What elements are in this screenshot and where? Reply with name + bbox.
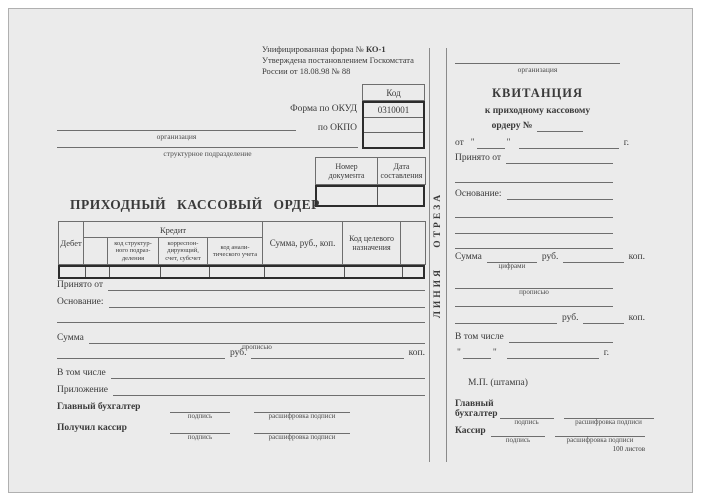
- order-basis-row: Основание:: [57, 295, 425, 308]
- receipt-chief-name-line: расшифровка подписи: [564, 392, 654, 419]
- order-rub-kop-row: руб. коп.: [57, 346, 425, 359]
- entry-struct-cell: [109, 267, 160, 277]
- entry-corr-cell: [160, 267, 209, 277]
- receipt-sum-words-line: прописью: [455, 275, 613, 289]
- receipt-kop-line: [583, 310, 623, 324]
- order-attachment-row: Приложение: [57, 383, 425, 396]
- sum-words-line: прописью: [89, 330, 425, 344]
- entry-anal-cell: [209, 267, 264, 277]
- okpo-value-empty: [364, 117, 423, 132]
- receipt-sum-digits-line: цифрами: [487, 249, 537, 263]
- receipt-received-from-row: Принято от: [455, 151, 613, 164]
- receipt-chief-signature-line: подпись: [500, 392, 554, 419]
- okpo-label: по ОКПО: [317, 123, 357, 133]
- chief-name-line: расшифровка подписи: [254, 399, 350, 413]
- entry-extra-cell: [402, 267, 423, 277]
- receipt-stamp-label: М.П. (штампа): [468, 378, 528, 388]
- order-chief-accountant-row: Главный бухгалтер подпись расшифровка подписи: [57, 400, 425, 413]
- debit-header: Дебет: [59, 222, 84, 265]
- receipt-organization-caption: организация: [517, 65, 558, 74]
- sheets-count-label: 100 листов: [612, 445, 645, 453]
- form-page: [8, 8, 693, 493]
- including-line: [111, 365, 425, 379]
- receipt-date-row: " " г.: [455, 346, 609, 359]
- receipt-cashier-row: Кассир подпись расшифровка подписи: [455, 424, 645, 437]
- receipt-basis-line2: [455, 204, 613, 218]
- unit-caption: структурное подразделение: [163, 149, 252, 158]
- rub-line: [57, 345, 225, 359]
- sum-header: Сумма, руб., коп.: [263, 222, 343, 265]
- code-row-empty: [364, 132, 423, 147]
- entry-debit-cell: [60, 267, 85, 277]
- receipt-basis-line3: [455, 220, 613, 234]
- receipt-basis-row3: [455, 221, 613, 234]
- form-meta: [262, 44, 437, 77]
- receipt-kop-digits-line: [563, 249, 623, 263]
- doc-number-cell: [317, 187, 377, 205]
- basis-line2: [57, 309, 425, 323]
- okud-value: 0310001: [377, 105, 410, 115]
- receipt-basis-line4: [455, 235, 613, 249]
- receipt-cashier-signature-line: подпись: [491, 423, 545, 437]
- credit-sub-anal: код анали- тического учета: [208, 238, 263, 265]
- order-received-from-row: Принято от: [57, 278, 425, 291]
- receipt-date-day-line: [477, 135, 505, 149]
- order-cashier-row: Получил кассир подпись расшифровка подписи: [57, 421, 425, 434]
- organization-caption: организация: [156, 132, 197, 141]
- receipt-received-from-row2: [455, 170, 613, 183]
- order-basis-row2: [57, 310, 425, 323]
- code-header: Код: [362, 84, 425, 101]
- receipt-title: КВИТАНЦИЯ: [491, 86, 584, 100]
- code-values-box: [362, 101, 425, 149]
- order-including-row: В том числе: [57, 366, 425, 379]
- receipt-from-date-row: от " " г.: [455, 136, 629, 149]
- receipt-basis-row: Основание:: [455, 187, 613, 200]
- receipt-date-month-line: [519, 135, 619, 149]
- receipt-rub-line: [455, 310, 557, 324]
- credit-sub-struct: код структур- ного подраз- деления: [108, 238, 159, 265]
- receipt-chief-accountant-row: Главный бухгалтер подпись расшифровка подписи: [455, 393, 645, 419]
- receipt-organization-line: [455, 47, 620, 64]
- extra-column-header: [401, 222, 426, 265]
- doc-number-entry-row: [315, 185, 425, 207]
- attachment-line: [113, 382, 425, 396]
- receipt-basis-row2: [455, 205, 613, 218]
- okud-label: Форма по ОКУД: [290, 104, 357, 114]
- receipt-basis-row4: [455, 236, 613, 249]
- receipt-order-number-row: ордеру №: [455, 119, 620, 132]
- receipt-including-line: [509, 329, 613, 343]
- receipt-day-line: [463, 345, 491, 359]
- receipt-cashier-name-line: расшифровка подписи: [555, 423, 645, 437]
- doc-number-table: [315, 157, 426, 207]
- receipt-received-from-line: [506, 150, 613, 164]
- cut-line-strip: [429, 48, 447, 462]
- cashier-signature-line: подпись: [170, 420, 230, 434]
- receipt-sum-words-line2: [455, 293, 613, 307]
- credit-sub-corr: корреспон- дирующий, счет, субсчет: [159, 238, 208, 265]
- receipt-sum-digits-row: Сумма цифрами руб. коп.: [455, 250, 645, 263]
- receipt-sum-words-row2: [455, 294, 613, 307]
- meta-line3: России от 18.08.98 № 88: [262, 66, 351, 76]
- doc-date-cell: [377, 187, 423, 205]
- cut-line-text: ЛИНИЯ ОТРЕЗА: [433, 191, 443, 319]
- chief-signature-line: подпись: [170, 399, 230, 413]
- meta-line1: Унифицированная форма № КО-1: [262, 44, 386, 54]
- kop-line: [251, 345, 403, 359]
- unit-line: [57, 131, 358, 148]
- accounting-table: [58, 221, 426, 279]
- entry-credit-cell: [85, 267, 109, 277]
- receipt-rub-kop-row: руб. коп.: [455, 311, 645, 324]
- doc-date-header: Дата составления: [378, 158, 426, 185]
- organization-line: [57, 114, 296, 131]
- doc-number-header: Номер документа: [316, 158, 378, 185]
- receipt-including-row: В том числе: [455, 330, 613, 343]
- entry-sum-cell: [264, 267, 344, 277]
- receipt-basis-line: [507, 186, 613, 200]
- receipt-subtitle1: к приходному кассовому: [484, 106, 591, 116]
- receipt-received-from-line2: [455, 169, 613, 183]
- meta-line2: Утверждена постановлением Госкомстата: [262, 55, 414, 65]
- receipt-sum-words-row: [455, 276, 613, 297]
- okud-code-box: [362, 84, 425, 149]
- purpose-code-header: Код целевого назначения: [343, 222, 401, 265]
- credit-sub-empty: [84, 238, 108, 265]
- basis-line: [109, 294, 425, 308]
- credit-header: Кредит: [84, 222, 263, 238]
- receipt-order-number-line: [537, 118, 583, 132]
- order-title: ПРИХОДНЫЙ КАССОВЫЙ ОРДЕР: [70, 197, 320, 212]
- receipt-month-line: [507, 345, 599, 359]
- received-from-line: [108, 277, 425, 291]
- entry-purpose-cell: [344, 267, 402, 277]
- order-sum-row: Сумма прописью: [57, 331, 425, 344]
- cashier-name-line: расшифровка подписи: [254, 420, 350, 434]
